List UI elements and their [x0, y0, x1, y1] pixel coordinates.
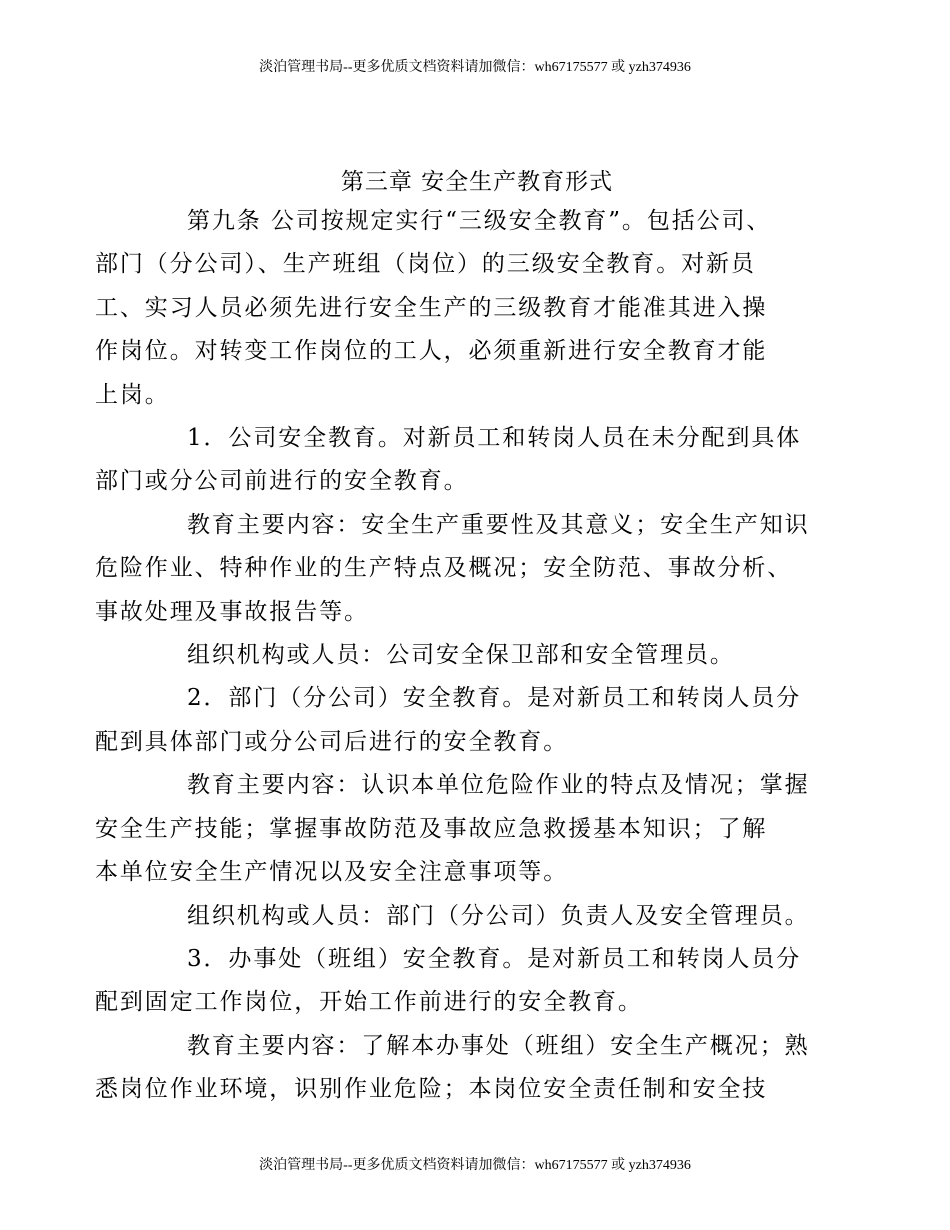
paragraph-line: 2．部门（分公司）安全教育。是对新员工和转岗人员分	[187, 685, 802, 712]
paragraph	[95, 1025, 813, 1112]
page-header: 淡泊管理书局--更多优质文档资料请加微信：wh67175577 或 yzh374936	[259, 60, 691, 75]
paragraph-line: 配到固定工作岗位，开始工作前进行的安全教育。	[95, 989, 643, 1016]
paragraph	[95, 417, 813, 504]
paragraph-line: 事故处理及事故报告等。	[95, 598, 369, 625]
paragraph	[95, 938, 813, 1025]
paragraph-line: 本单位安全生产情况以及安全注意事项等。	[95, 859, 569, 886]
paragraph-list	[95, 200, 813, 1112]
paragraph-line: 第九条 公司按规定实行“三级安全教育”。包括公司、	[187, 208, 772, 234]
paragraph	[141, 895, 813, 938]
chapter-title: 第三章 安全生产教育形式	[340, 169, 614, 195]
paragraph-line: 配到具体部门或分公司后进行的安全教育。	[95, 728, 569, 755]
paragraph-line: 工、实习人员必须先进行安全生产的三级教育才能准其进入操	[95, 294, 768, 321]
paragraph	[95, 200, 813, 417]
paragraph-line: 组织机构或人员：公司安全保卫部和安全管理员。	[187, 642, 735, 669]
document-body	[95, 164, 813, 1112]
paragraph-line: 作岗位。对转变工作岗位的工人，必须重新进行安全教育才能	[95, 338, 768, 365]
page-footer: 淡泊管理书局--更多优质文档资料请加微信：wh67175577 或 yzh374936	[259, 1158, 691, 1173]
paragraph	[95, 764, 813, 894]
paragraph-line: 教育主要内容：认识本单位危险作业的特点及情况；掌握	[187, 772, 810, 799]
paragraph-line: 教育主要内容：安全生产重要性及其意义；安全生产知识	[187, 511, 810, 538]
paragraph	[95, 504, 813, 634]
paragraph-line: 安全生产技能；掌握事故防范及事故应急救援基本知识；了解	[95, 815, 768, 842]
paragraph	[95, 677, 813, 764]
paragraph-line: 危险作业、特种作业的生产特点及概况；安全防范、事故分析、	[95, 555, 793, 582]
paragraph-line: 3．办事处（班组）安全教育。是对新员工和转岗人员分	[187, 945, 802, 972]
paragraph-line: 部门或分公司前进行的安全教育。	[95, 468, 469, 495]
paragraph-line: 悉岗位作业环境，识别作业危险；本岗位安全责任制和安全技	[95, 1076, 768, 1103]
paragraph-line: 1．公司安全教育。对新员工和转岗人员在未分配到具体	[187, 425, 802, 452]
paragraph-line: 教育主要内容：了解本办事处（班组）安全生产概况；熟	[187, 1032, 810, 1059]
paragraph-line: 上岗。	[95, 381, 170, 408]
paragraph	[141, 634, 813, 677]
paragraph-line: 部门（分公司）、生产班组（岗位）的三级安全教育。对新员	[95, 251, 756, 278]
paragraph-line: 组织机构或人员：部门（分公司）负责人及安全管理员。	[187, 902, 810, 929]
